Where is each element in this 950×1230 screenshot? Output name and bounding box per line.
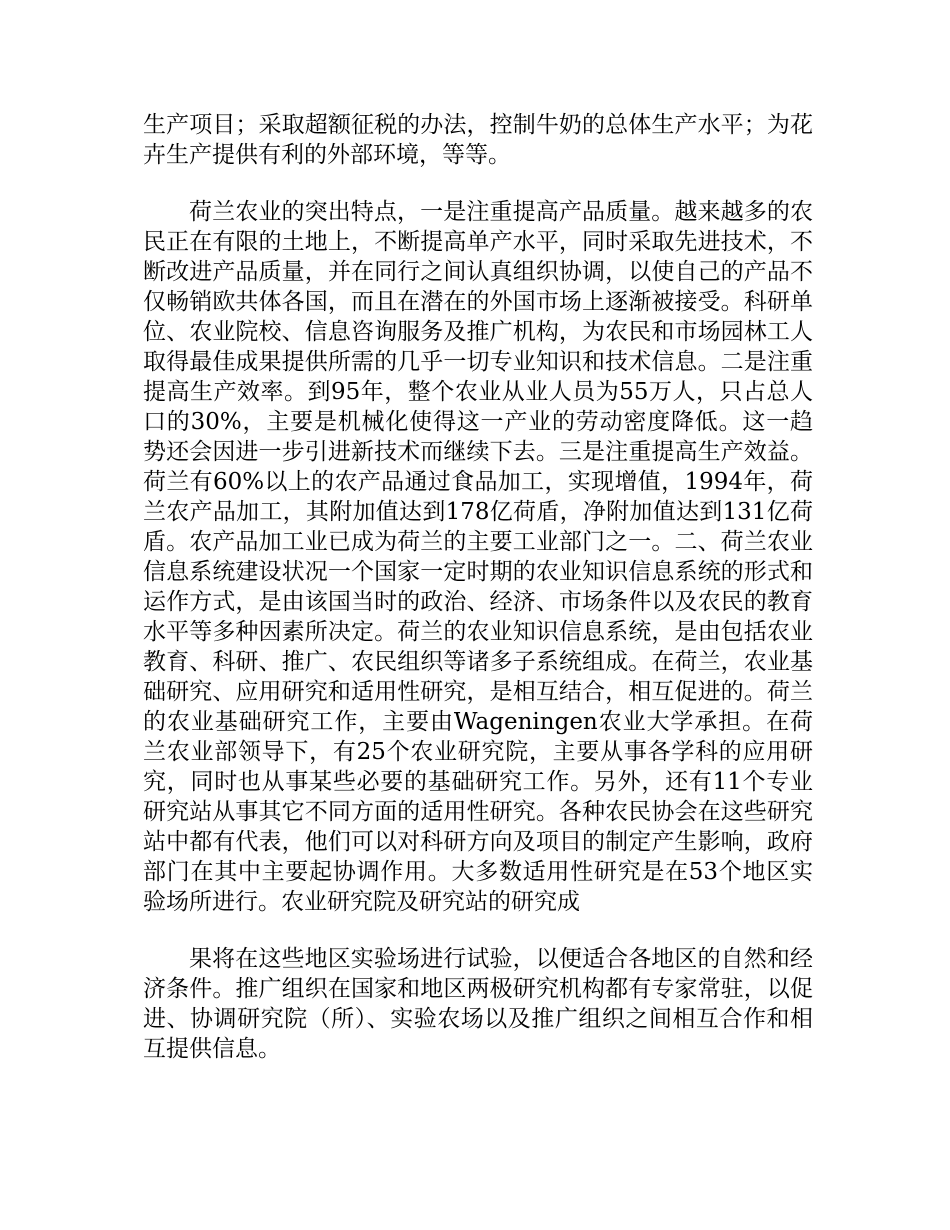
paragraph-agriculture-features: 荷兰农业的突出特点，一是注重提高产品质量。越来越多的农民正在有限的土地上，不断提高单产水平，同时采取先进技术，不断改进产品质量，并在同行之间认真组织协调，以使自己的产品不仅畅销欧共体各国，而且在潜在的外国市场上逐渐被接受。科研单位、农业院校、信息咨询服务及推广机构，为农民和市场园林工人取得最佳成果提供所需的几乎一切专业知识和技术信息。二是注重提高生产效率。到95年，整个农业从业人员为55万人，只占总人口的30%，主要是机械化使得这一产业的劳动密度降低。这一趋势还会因进一步引进新技术而继续下去。三是注重提高生产效益。荷兰有60%以上的农产品通过食品加工，实现增值，1994年，荷兰农产品加工，其附加值达到178亿荷盾，净附加值达到131亿荷盾。农产品加工业已成为荷兰的主要工业部门之一。二、荷兰农业信息系统建设状况一个国家一定时期的农业知识信息系统的形式和运作方式，是由该国当时的政治、经济、市场条件以及农民的教育水平等多种因素所决定。荷兰的农业知识信息系统，是由包括农业教育、科研、推广、农民组织等诸多子系统组成。在荷兰，农业基础研究、应用研究和适用性研究，是相互结合，相互促进的。荷兰的农业基础研究工作，主要由Wageningen农业大学承担。在荷兰农业部领导下，有25个农业研究院，主要从事各学科的应用研究，同时也从事某些必要的基础研究工作。另外，还有11个专业研究站从事其它不同方面的适用性研究。各种农民协会在这些研究站中都有代表，他们可以对科研方向及项目的制定产生影响，政府部门在其中主要起协调作用。大多数适用性研究是在53个地区实验场所进行。农业研究院及研究站的研究成 — [143, 199, 813, 915]
paragraph-continued: 生产项目；采取超额征税的办法，控制牛奶的总体生产水平；为花卉生产提供有利的外部环境，等等。 — [143, 112, 813, 168]
document-body — [143, 110, 813, 1064]
paragraph-extension-organization: 果将在这些地区实验场进行试验，以便适合各地区的自然和经济条件。推广组织在国家和地区两极研究机构都有专家常驻，以促进、协调研究院（所）、实验农场以及推广组织之间相互合作和相互提供信息。 — [143, 946, 813, 1062]
